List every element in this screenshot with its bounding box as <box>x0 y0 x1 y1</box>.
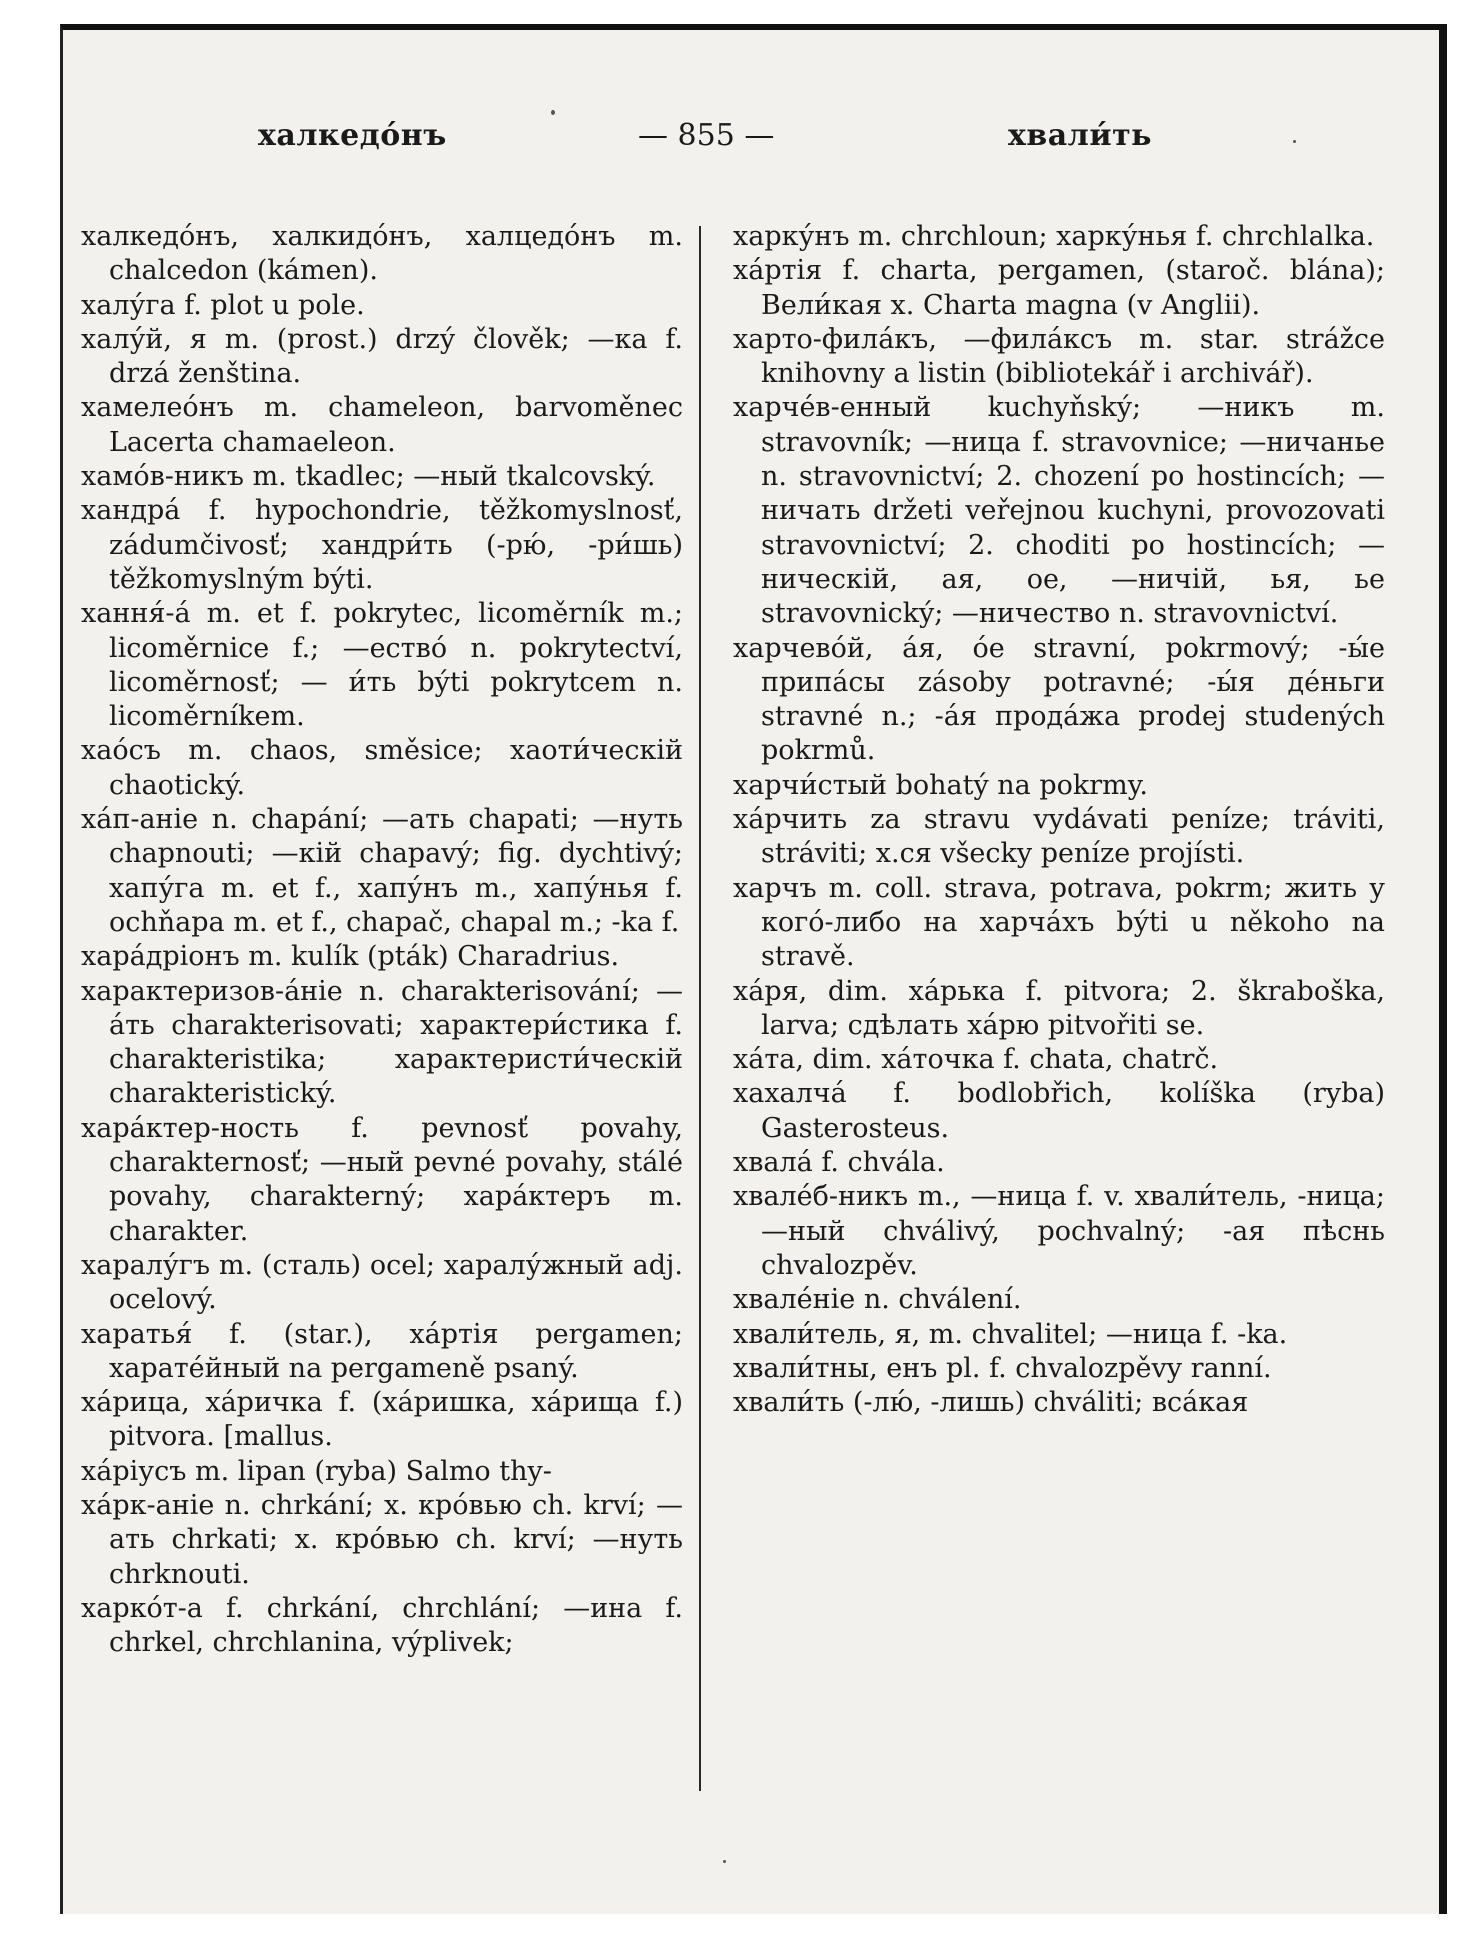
dictionary-entry: харто-фила́къ, —фила́ксъ m. star. strážce knihovny a listin (bibliotekář i archivář). <box>733 323 1385 390</box>
right-column <box>733 220 1385 1420</box>
running-head <box>63 118 1439 166</box>
dictionary-entry: харчи́стый bohatý na pokrmy. <box>733 769 1149 801</box>
dictionary-entry: ха́рица, ха́ричка f. (ха́ришка, ха́рища f.) pitvora. [mallus. <box>81 1387 683 1453</box>
left-column <box>81 220 683 1660</box>
dictionary-entry: хахалча́ f. bodlobřich, kolíška (ryba) Gasterosteus. <box>733 1078 1385 1144</box>
dictionary-entry: харку́нъ m. chrchloun; харку́нья f. chrchlalka. <box>733 221 1375 252</box>
dictionary-entry: характеризов-а́ніе n. charakterisování; —а́ть charakterisovati; характери́стика f. charakteristika; характеристи́ческій charakteristický. <box>81 975 683 1110</box>
dictionary-entry: хара́ктер-ность f. pevnosť povahy, charakternosť; —ный pevné povahy, stálé povahy, charakterný; хара́ктеръ m. charakter. <box>81 1112 683 1247</box>
scan-speck <box>1293 140 1296 143</box>
dictionary-entry: хара́дріонъ m. kulík (pták) Charadrius. <box>81 941 620 973</box>
dictionary-entry: ха́рчить za stravu vydávati peníze; tráviti, stráviti; х.ся všecky peníze projísti. <box>733 804 1385 870</box>
dictionary-entry: хандра́ f. hypochondrie, těžkomyslnosť, zádumčivosť; хандри́ть (-рю́, -ри́шь) těžkomyslným býti. <box>81 495 683 595</box>
dictionary-entry: хвале́б-никъ m., —ница f. v. хвали́тель, -ница; —ный chválivý, pochvalný; -ая пѣснь chvalozpěv. <box>733 1181 1385 1281</box>
dictionary-entry: ха́ртія f. charta, pergamen, (staroč. blána); Вели́кая х. Charta magna (v Anglii). <box>733 255 1385 321</box>
dictionary-entry: харалу́гъ m. (сталь) ocel; харалу́жный adj. ocelový. <box>81 1249 683 1316</box>
header-first-word: халкедо́нъ <box>258 118 447 153</box>
dictionary-entry: ха́ря, dim. ха́рька f. pitvora; 2. škraboška, larva; сдѣлать ха́рю pitvořiti se. <box>733 975 1385 1041</box>
dictionary-entry: ха́ріусъ m. lipan (ryba) Salmo thy- <box>81 1455 552 1487</box>
dictionary-entry: харчъ m. coll. strava, potrava, pokrm; жить у кого́-либо на харча́хъ býti u někoho na stravě. <box>733 872 1385 973</box>
dictionary-entry: хвали́тны, енъ pl. f. chvalozpěvy ranní. <box>733 1352 1272 1384</box>
header-last-word: хвали́ть <box>1008 118 1153 153</box>
dictionary-entry: харчево́й, а́я, о́е stravní, pokrmový; -ы́е припа́сы zásoby potravné; -ы́я де́ньги stravné n.; -а́я прода́жа prodej studených pokrmů. <box>733 632 1385 767</box>
dictionary-entry: хао́съ m. chaos, směsice; хаоти́ческій chaotický. <box>81 735 683 801</box>
dictionary-entry: хамелео́нъ m. chameleon, barvoměnec Lacerta chamaeleon. <box>81 392 683 458</box>
dictionary-entry: ха́рк-аніе n. chrkání; х. кро́вью ch. krví; —ать chrkati; х. кро́вью ch. krví; —нуть chrknouti. <box>81 1489 683 1590</box>
dictionary-entry: хання́-а́ m. et f. pokrytec, licoměrník m.; licoměrnice f.; —ество́ n. pokrytectví, licoměrnosť; — и́ть býti pokrytcem n. licoměrníkem. <box>81 598 683 733</box>
dictionary-entry: хвала́ f. chvála. <box>733 1147 945 1179</box>
dictionary-entry: хамо́в-никъ m. tkadlec; —ный tkalcovský. <box>81 461 656 493</box>
dictionary-entry: халу́га f. plot u pole. <box>81 289 365 321</box>
scan-speck <box>551 110 555 115</box>
dictionary-page <box>60 24 1447 1914</box>
dictionary-entry: хвале́ніе n. chválení. <box>733 1284 1022 1316</box>
scan-speck <box>723 1860 726 1863</box>
dictionary-entry: халу́й, я m. (prost.) drzý člověk; —ка f. drzá ženština. <box>81 323 683 390</box>
dictionary-entry: харче́в-енный kuchyňský; —никъ m. stravovník; —ница f. stravovnice; —ничанье n. stravovnictví; 2. chození po hostincích; —ничать držeti veřejnou kuchyni, provozovati stravovnictví; 2. choditi po hostincích; —ническій, ая, ое, —ничій, ья, ье stravovnický; —ничество n. stravovnictví. <box>733 392 1385 630</box>
column-divider <box>699 226 701 1791</box>
dictionary-entry: хвали́тель, я, m. chvalitel; —ница f. -ka. <box>733 1318 1288 1350</box>
dictionary-entry: харатья́ f. (star.), ха́ртія pergamen; харате́йный na pergameně psaný. <box>81 1318 683 1384</box>
page-number: — 855 — <box>638 118 775 153</box>
dictionary-entry: ха́та, dim. ха́точка f. chata, chatrč. <box>733 1044 1219 1076</box>
dictionary-entry: харко́т-а f. chrkání, chrchlání; —ина f. chrkel, chrchlanina, výplivek; <box>81 1592 683 1659</box>
dictionary-entry: халкедо́нъ, халкидо́нъ, халцедо́нъ m. chalcedon (kámen). <box>81 221 683 287</box>
dictionary-entry: ха́п-аніе n. chapání; —ать chapati; —нуть chapnouti; —кій chapavý; fig. dychtivý; хапу́га m. et f., хапу́нъ m., хапу́нья f. ochňapa m. et f., chapač, chapal m.; -ka f. <box>81 804 683 938</box>
dictionary-entry: хвали́ть (-лю́, -лишь) chváliti; вса́кая <box>733 1387 1249 1419</box>
